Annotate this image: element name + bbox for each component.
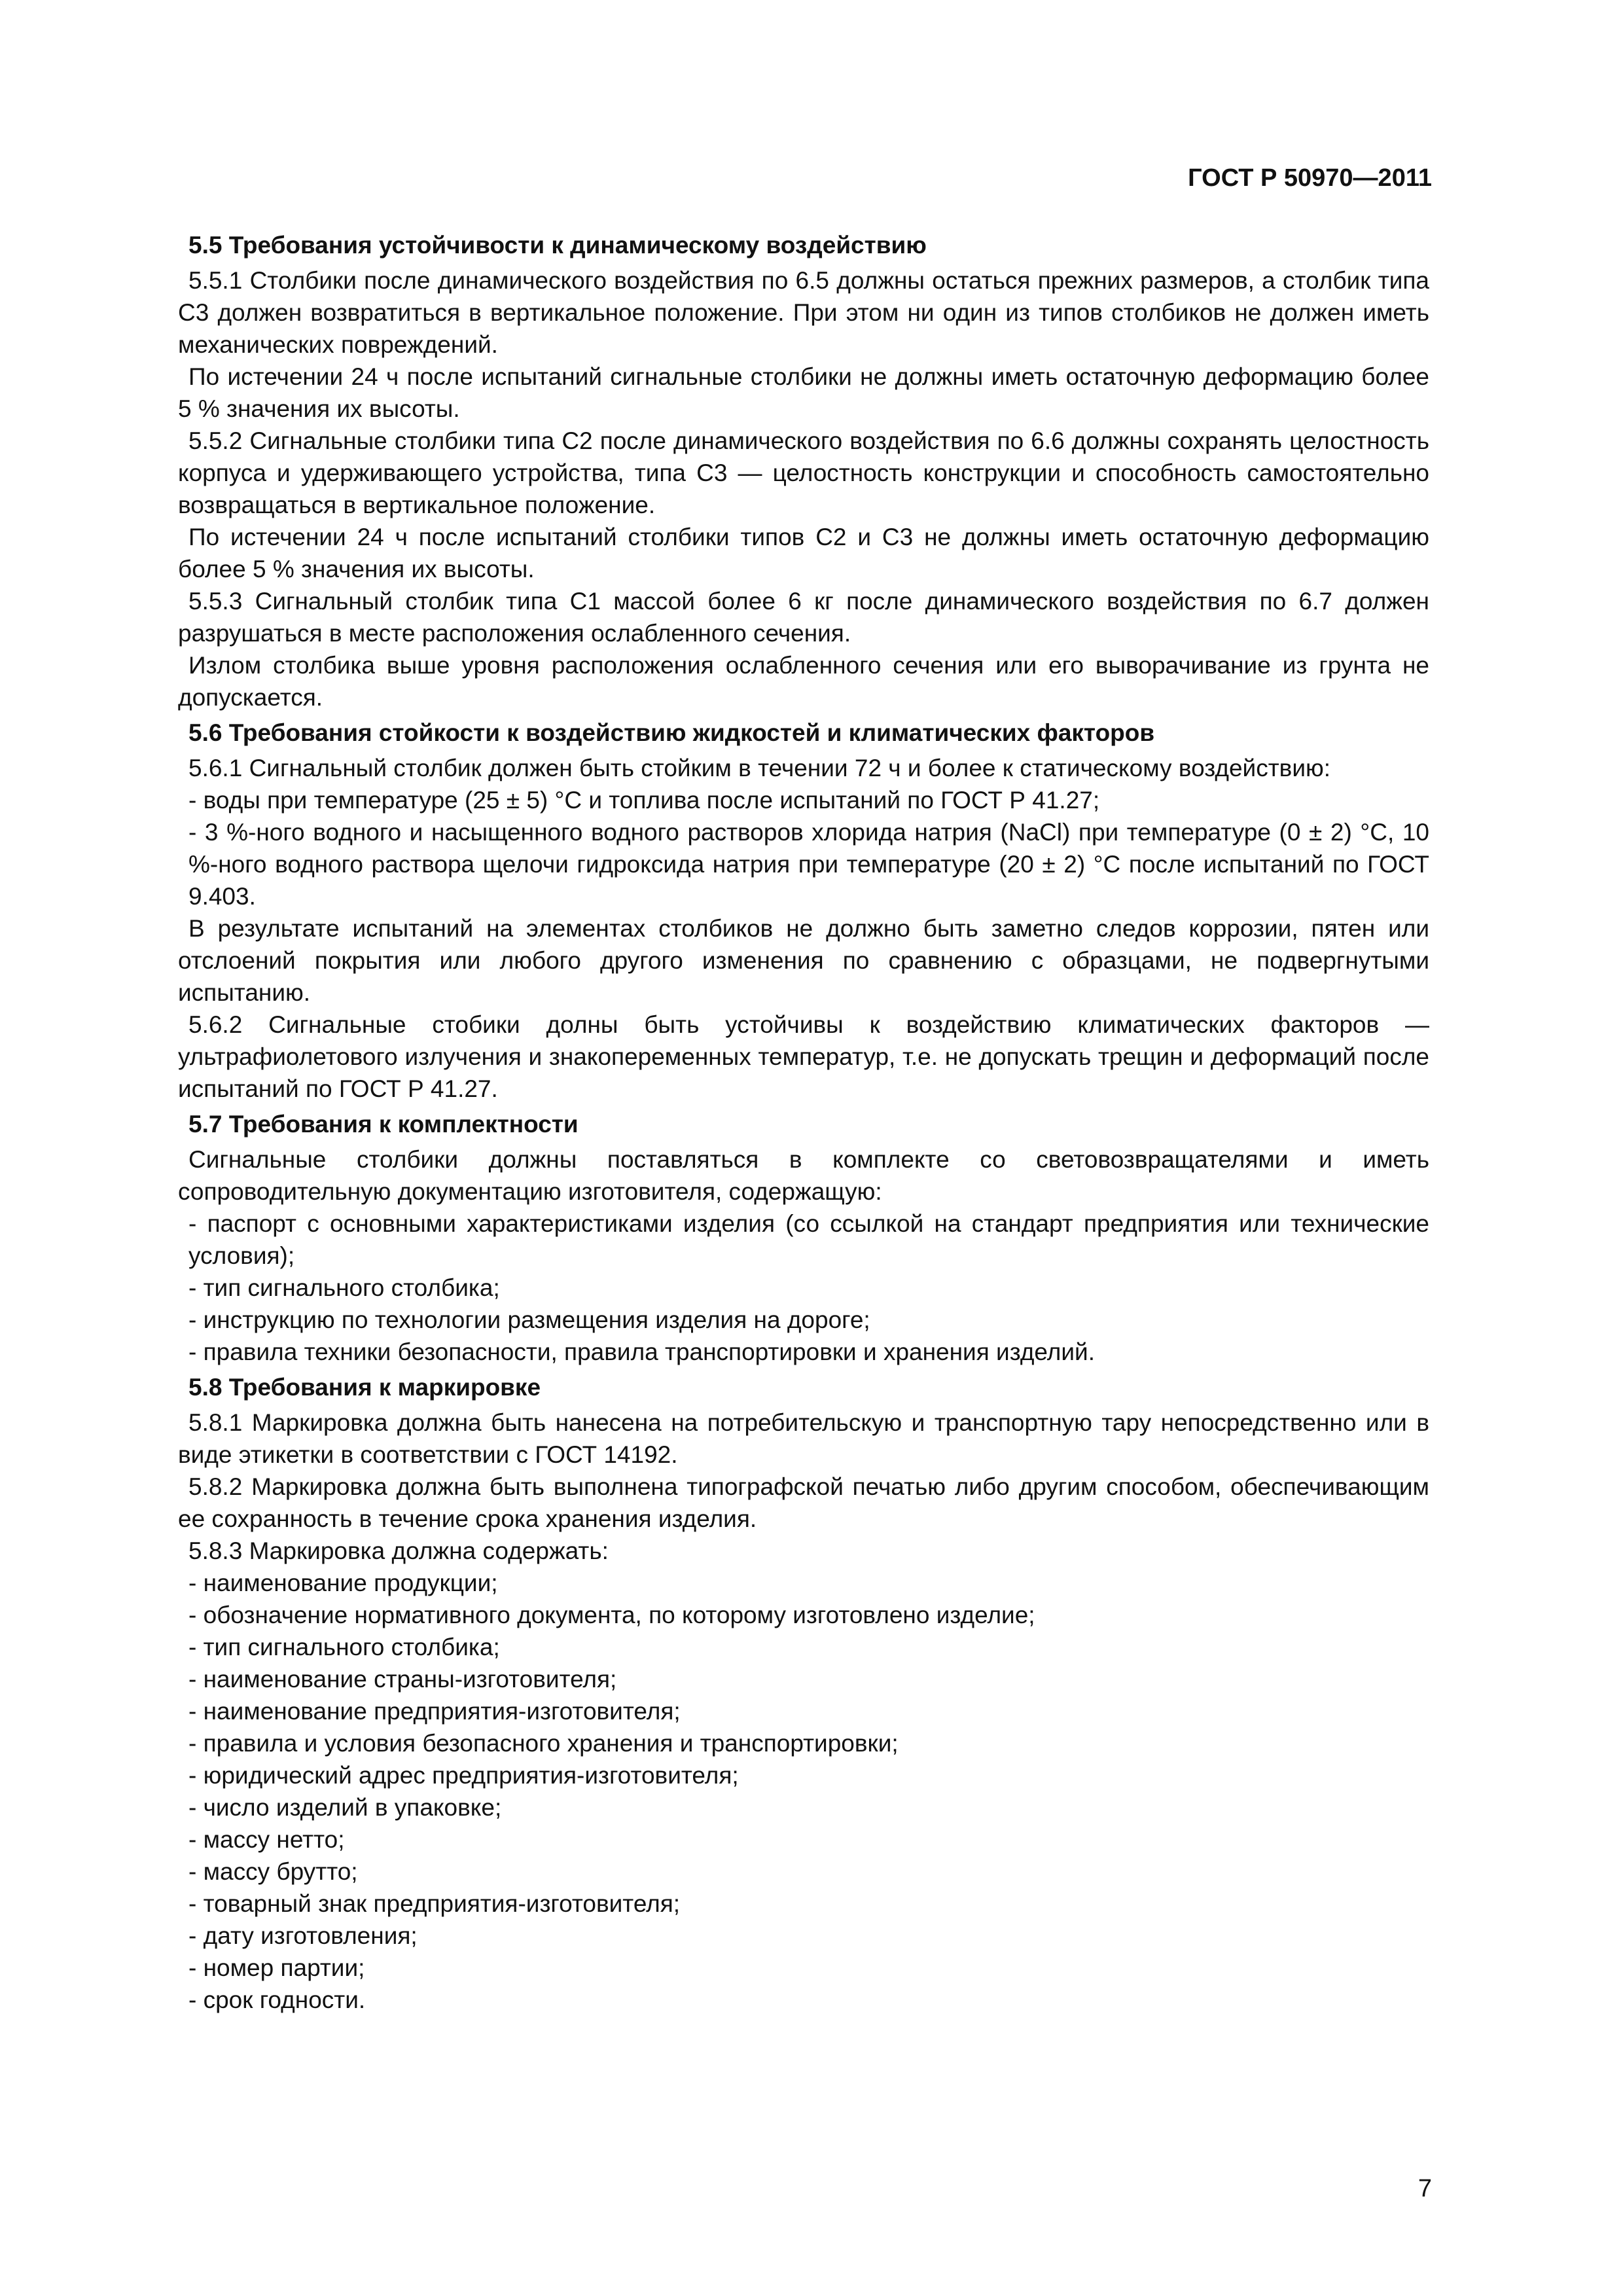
section-heading: 5.5 Требования устойчивости к динамическому воздействию [188,232,927,259]
list-item: - правила и условия безопасного хранения и транспортировки; [188,1730,899,1757]
document-code-header: ГОСТ Р 50970—2011 [1188,164,1432,192]
list-item: - правила техники безопасности, правила транспортировки и хранения изделий. [188,1338,1095,1365]
list-item: - воды при температуре (25 ± 5) °С и топлива после испытаний по ГОСТ Р 41.27; [188,787,1100,814]
list-item: - тип сигнального столбика; [188,1634,500,1660]
list-item: - тип сигнального столбика; [188,1274,500,1301]
paragraph: 5.8.3 Маркировка должна содержать: [188,1537,609,1564]
paragraph: 5.6.2 Сигнальные стобики долны быть устойчивы к воздействию климатических факторов — ультрафиолетового излучения и знакопеременных температур, т.е. не допускать трещин и деформаций после испытаний по ГОСТ Р 41.27. [178,1011,1429,1102]
list-item: - наименование предприятия-изготовителя; [188,1698,681,1725]
paragraph: По истечении 24 ч после испытаний сигнальные столбики не должны иметь остаточную деформацию более 5 % значения их высоты. [178,363,1429,422]
list-item: - массу брутто; [188,1858,358,1885]
list-item: - 3 %-ного водного и насыщенного водного растворов хлорида натрия (NaCl) при температуре (0 ± 2) °С, 10 %-ного водного раствора щелочи гидроксида натрия при температуре (20 ± 2) °С после испытаний по ГОСТ 9.403. [188,819,1429,910]
document-body [178,229,1429,2016]
list-item: - наименование продукции; [188,1570,498,1596]
section-heading: 5.6 Требования стойкости к воздействию жидкостей и климатических факторов [188,719,1155,746]
list-item: - срок годности. [188,1986,366,2013]
list-item: - массу нетто; [188,1826,345,1853]
section-heading: 5.7 Требования к комплектности [188,1111,579,1138]
paragraph: 5.5.3 Сигнальный столбик типа С1 массой более 6 кг после динамического воздействия по 6.7 должен разрушаться в месте расположения ослабленного сечения. [178,588,1429,647]
paragraph: 5.5.1 Столбики после динамического воздействия по 6.5 должны остаться прежних размеров, а столбик типа С3 должен возвратиться в вертикальное положение. При этом ни один из типов столбиков не должен иметь механических повреждений. [178,267,1429,358]
list-item: - инструкцию по технологии размещения изделия на дороге; [188,1306,870,1333]
list-item: - паспорт с основными характеристиками изделия (со ссылкой на стандарт предприятия или технические условия); [188,1210,1429,1269]
paragraph: По истечении 24 ч после испытаний столбики типов С2 и С3 не должны иметь остаточную деформацию более 5 % значения их высоты. [178,524,1429,583]
page-number: 7 [1418,2175,1432,2202]
list-item: - номер партии; [188,1954,365,1981]
list-item: - товарный знак предприятия-изготовителя; [188,1890,681,1917]
paragraph: В результате испытаний на элементах столбиков не должно быть заметно следов коррозии, пятен или отслоений покрытия или любого другого изменения по сравнению с образцами, не подвергнутыми испытанию. [178,915,1429,1006]
list-item: - юридический адрес предприятия-изготовителя; [188,1762,739,1789]
section-heading: 5.8 Требования к маркировке [188,1374,541,1401]
paragraph: 5.8.1 Маркировка должна быть нанесена на потребительскую и транспортную тару непосредственно или в виде этикетки в соответствии с ГОСТ 14192. [178,1409,1429,1468]
paragraph: Излом столбика выше уровня расположения ослабленного сечения или его выворачивание из грунта не допускается. [178,652,1429,711]
paragraph: 5.5.2 Сигнальные столбики типа С2 после динамического воздействия по 6.6 должны сохранять целостность корпуса и удерживающего устройства, типа С3 — целостность конструкции и способность самостоятельно возвращаться в вертикальное положение. [178,427,1429,518]
list-item: - обозначение нормативного документа, по которому изготовлено изделие; [188,1602,1035,1628]
paragraph: 5.6.1 Сигнальный столбик должен быть стойким в течении 72 ч и более к статическому воздействию: [188,755,1331,781]
paragraph: Сигнальные столбики должны поставляться в комплекте со световозвращателями и иметь сопроводительную документацию изготовителя, содержащую: [178,1146,1429,1205]
list-item: - наименование страны-изготовителя; [188,1666,617,1693]
list-item: - число изделий в упаковке; [188,1794,502,1821]
paragraph: 5.8.2 Маркировка должна быть выполнена типографской печатью либо другим способом, обеспечивающим ее сохранность в течение срока хранения изделия. [178,1473,1429,1532]
list-item: - дату изготовления; [188,1922,418,1949]
